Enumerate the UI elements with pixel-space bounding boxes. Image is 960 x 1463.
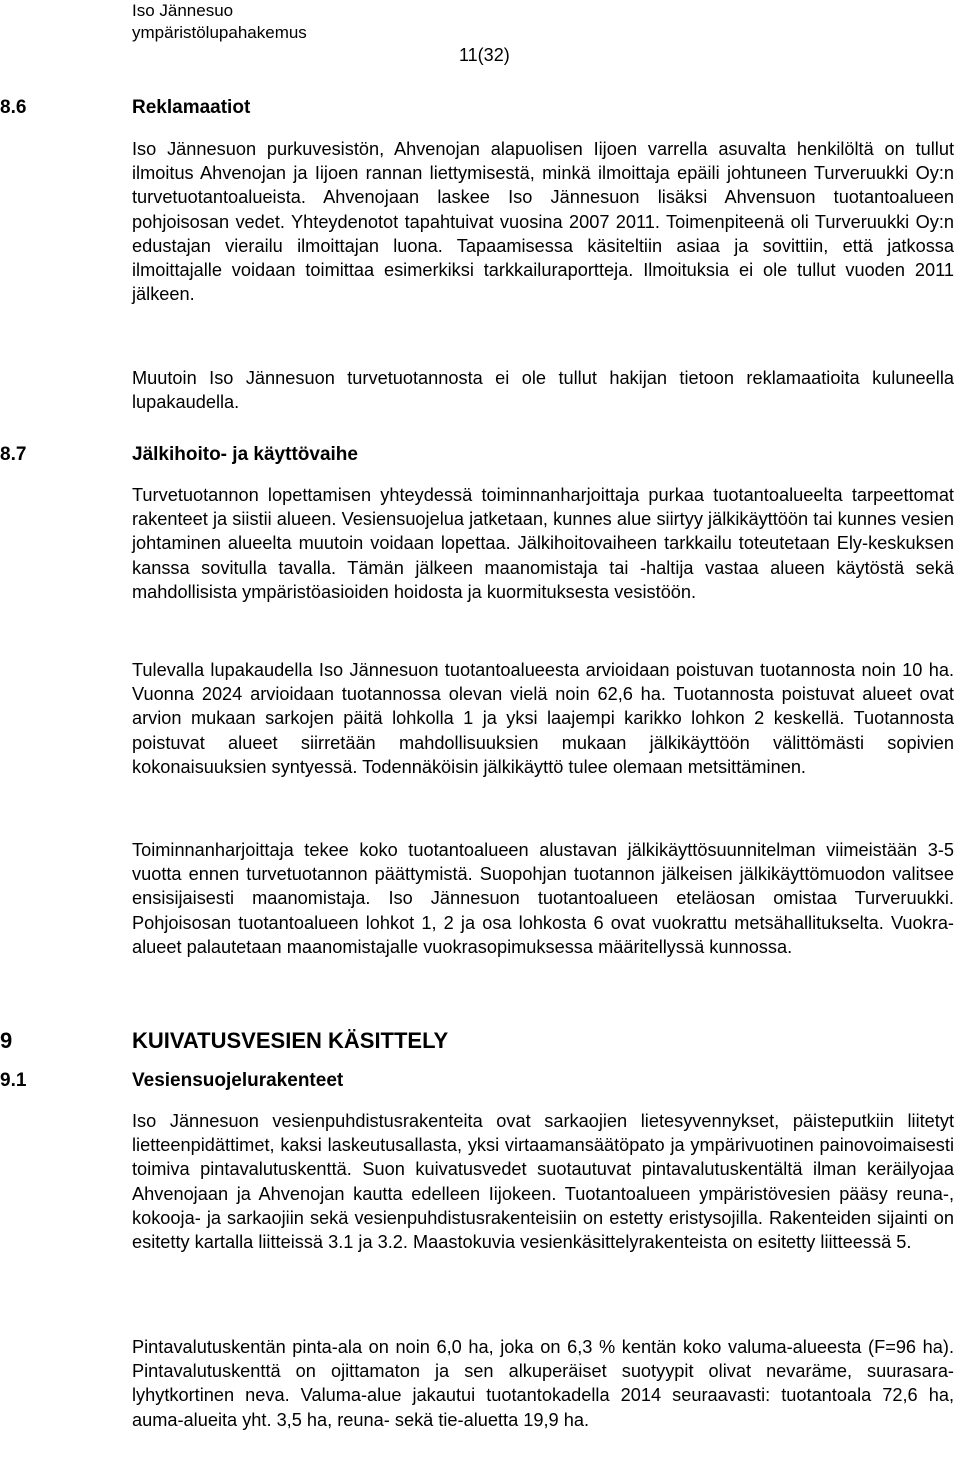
section-title: Reklamaatiot bbox=[132, 97, 251, 118]
section-title: Vesiensuojelurakenteet bbox=[132, 1070, 344, 1091]
section-number: 8.6 bbox=[0, 97, 27, 118]
paragraph: Iso Jännesuon vesienpuhdistusrakenteita ovat sarkaojien lietesyvennykset, päisteputkiin liitetyt lietteenpidättimet, kaksi laskeutusallasta, yksi virtaamansäätöpato ja ympärivuotinen painovoimaisesti toimiva pintavalutuskenttä. Suon kuivatusvedet suotautuvat pintavalutuskentältä ilman keräilyojaa Ahvenojaan ja Ahvenojan kautta edelleen Iijokeen. Tuotantoalueen ympäristövesien pääsy reuna-, kokooja- ja sarkaojiin sekä vesienpuhdistusrakenteisiin on estetty eristysojilla. Rakenteiden sijainti on esitetty kartalla liitteissä 3.1 ja 3.2. Maastokuvia vesienkäsittelyrakenteista on esitetty liitteessä 5. bbox=[132, 1111, 954, 1253]
chapter-number: 9 bbox=[0, 1028, 13, 1053]
paragraph: Iso Jännesuon purkuvesistön, Ahvenojan alapuolisen Iijoen varrella asuvalta henkilöltä on tullut ilmoitus Ahvenojan ja Iijoen rannan liettymisestä, minkä ilmoittaja epäili johtuneen Turveruukki Oy:n turvetuotantoalueista. Ahvenojaan laskee Iso Jännesuon lisäksi Ahvensuon tuotantoalueen pohjoisosan vedet. Yhteydenotot tapahtuivat vuosina 2007 2011. Toimenpiteenä oli Turveruukki Oy:n edustajan vierailu ilmoittajan luona. Tapaamisessa käsiteltiin asiaa ja sovittiin, että jatkossa ilmoittajalle voidaan toimittaa esimerkiksi tarkkailuraportteja. Ilmoituksia ei ole tullut vuoden 2011 jälkeen. bbox=[132, 139, 954, 305]
paragraph: Tulevalla lupakaudella Iso Jännesuon tuotantoalueesta arvioidaan poistuvan tuotannosta noin 10 ha. Vuonna 2024 arvioidaan tuotannossa olevan vielä noin 62,6 ha. Tuotannosta poistuvat alueet ovat arvion mukaan sarkojen päitä lohkolla 1 ja yksi laajempi karikko lohkon 2 keskellä. Tuotannosta poistuvat alueet siirretään mahdollisuuksien mukaan jälkikäyttöön välittömästi sopivien kokonaisuuksien syntyessä. Todennäköisin jälkikäyttö tulee olemaan metsittäminen. bbox=[132, 660, 954, 777]
header-subtitle: ympäristölupahakemus bbox=[132, 23, 307, 42]
paragraph: Toiminnanharjoittaja tekee koko tuotantoalueen alustavan jälkikäyttösuunnitelman viimeistään 3-5 vuotta ennen turvetuotannon päättymistä. Suopohjan tuotannon jälkeisen jälkikäyttömuodon valitsee ensisijaisesti maanomistaja. Iso Jännesuon tuotantoalueen eteläosan omistaa Turveruukki. Pohjoisosan tuotantoalueen lohkot 1, 2 ja osa lohkosta 6 ovat vuokrattu metsähallitukselta. Vuokra-alueet palautetaan maanomistajalle vuokrasopimuksessa määritellyssä kunnossa. bbox=[132, 840, 954, 957]
page-number: 11(32) bbox=[459, 45, 510, 65]
header-title: Iso Jännesuo bbox=[132, 1, 234, 20]
section-title: Jälkihoito- ja käyttövaihe bbox=[132, 444, 358, 465]
paragraph: Muutoin Iso Jännesuon turvetuotannosta ei ole tullut hakijan tietoon reklamaatioita kuluneella lupakaudella. bbox=[132, 368, 954, 413]
chapter-title: KUIVATUSVESIEN KÄSITTELY bbox=[132, 1028, 449, 1053]
section-number: 8.7 bbox=[0, 444, 27, 465]
section-number: 9.1 bbox=[0, 1070, 27, 1091]
paragraph: Pintavalutuskentän pinta-ala on noin 6,0 ha, joka on 6,3 % kentän koko valuma-alueesta (F=96 ha). Pintavalutuskenttä on ojittamaton ja sen alkuperäiset suotyypit olivat nevaräme, suurasara- lyhytkortinen neva. Valuma-alue jakautui tuotantokadella 2014 seuraavasti: tuotantoala 72,6 ha, auma-alueita yht. 3,5 ha, reuna- sekä tie-aluetta 19,9 ha. bbox=[132, 1337, 954, 1430]
paragraph: Turvetuotannon lopettamisen yhteydessä toiminnanharjoittaja purkaa tuotantoalueelta tarpeettomat rakenteet ja siistii alueen. Vesiensuojelua jatketaan, kunnes alue siirtyy jälkikäyttöön tai kunnes vesien johtaminen alueelta muutoin voidaan lopettaa. Jälkihoitovaiheen tarkkailu toteutetaan Ely-keskuksen kanssa sovitulla tavalla. Tämän jälkeen maanomistaja tai -haltija vastaa alueen käytöstä sekä mahdollisista ympäristöasioiden hoidosta ja kuormituksesta vesistöön. bbox=[132, 485, 954, 602]
